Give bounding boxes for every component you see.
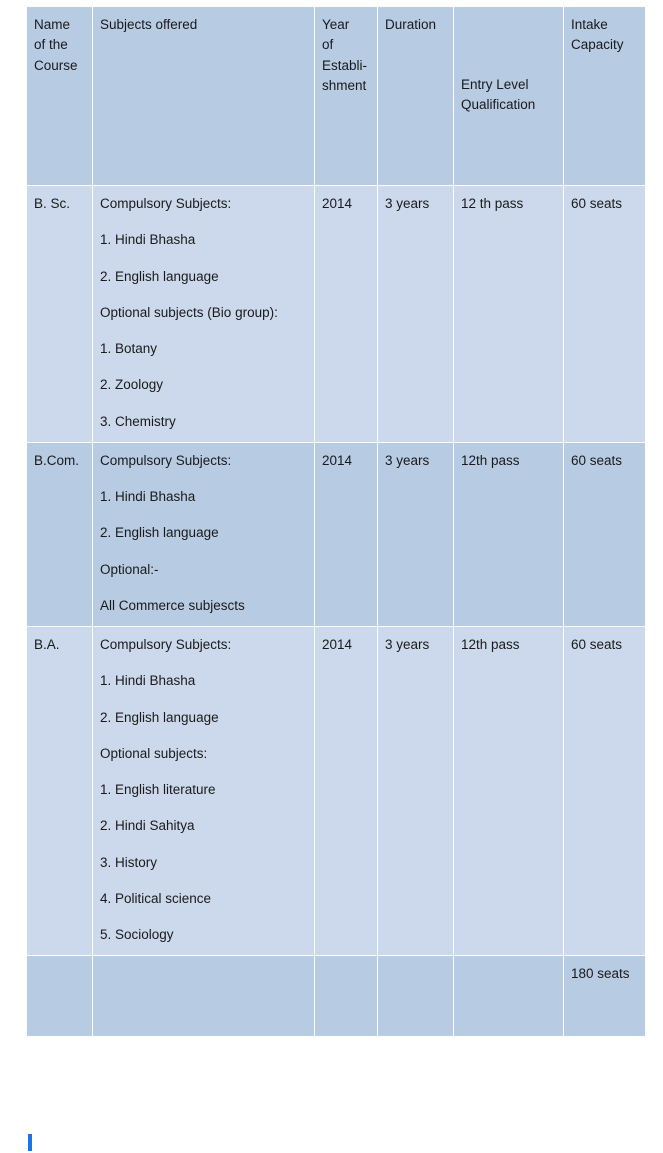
cell-intake-capacity: 60 seats xyxy=(564,442,646,626)
header-line: shment xyxy=(322,77,367,93)
cell-course-name: B.A. xyxy=(27,627,93,956)
header-line: Intake xyxy=(571,17,608,32)
subject-line: 1. Hindi Bhasha xyxy=(100,673,196,689)
cell-duration xyxy=(378,956,454,1037)
header-cell-year xyxy=(315,7,378,186)
header-line: Year xyxy=(322,17,350,32)
header-line: Subjects offered xyxy=(100,17,198,32)
subject-line: Compulsory Subjects: xyxy=(100,637,232,652)
cell-total-intake-capacity: 180 seats xyxy=(564,956,646,1037)
header-cell-duration xyxy=(378,7,454,186)
document-page xyxy=(0,6,663,1153)
courses-table xyxy=(26,6,646,1037)
subject-line: 1. Hindi Bhasha xyxy=(100,232,196,248)
table-row xyxy=(27,442,646,626)
subject-line: 1. Botany xyxy=(100,341,158,356)
subject-line: 2. English language xyxy=(100,709,219,725)
header-cell-subjects xyxy=(93,7,315,186)
cell-entry-qualification: 12th pass xyxy=(454,627,564,956)
cell-year: 2014 xyxy=(315,627,378,956)
header-cell-intake-capacity xyxy=(564,7,646,186)
subject-line: 1. English literature xyxy=(100,782,216,797)
subject-line: Optional subjects (Bio group): xyxy=(100,304,278,320)
table-row xyxy=(27,627,646,956)
table-row-total xyxy=(27,956,646,1037)
subject-line: 2. English language xyxy=(100,525,219,541)
subject-line: Compulsory Subjects: xyxy=(100,196,232,211)
cell-entry-qualification: 12 th pass xyxy=(454,186,564,443)
header-line: Course xyxy=(34,57,78,73)
cell-duration: 3 years xyxy=(378,442,454,626)
cell-year: 2014 xyxy=(315,442,378,626)
cell-course-name xyxy=(27,956,93,1037)
header-line: Capacity xyxy=(571,37,624,53)
header-line: Qualification xyxy=(461,97,536,112)
cell-duration: 3 years xyxy=(378,627,454,956)
header-cell-course-name xyxy=(27,7,93,186)
header-line: Duration xyxy=(385,17,437,32)
subject-line: 5. Sociology xyxy=(100,927,174,942)
cell-entry-qualification xyxy=(454,956,564,1037)
cell-course-name: B. Sc. xyxy=(27,186,93,443)
header-line: Establi- xyxy=(322,57,368,73)
header-row xyxy=(27,7,646,186)
cell-subjects xyxy=(93,627,315,956)
cell-intake-capacity: 60 seats xyxy=(564,186,646,443)
subject-line: All Commerce subjescts xyxy=(100,597,245,613)
subject-line: 2. English language xyxy=(100,268,219,284)
subject-line: 1. Hindi Bhasha xyxy=(100,489,196,504)
cell-subjects xyxy=(93,186,315,443)
subject-line: 2. Zoology xyxy=(100,377,164,393)
subject-line: 3. Chemistry xyxy=(100,413,176,429)
cell-subjects xyxy=(93,442,315,626)
subject-line: Compulsory Subjects: xyxy=(100,452,232,468)
header-line: Entry Level xyxy=(461,76,529,92)
header-cell-entry-qualification xyxy=(454,7,564,186)
subject-line: 4. Political science xyxy=(100,890,212,906)
header-line: Name xyxy=(34,17,71,32)
cell-intake-capacity: 60 seats xyxy=(564,627,646,956)
cell-year: 2014 xyxy=(315,186,378,443)
subject-line: Optional subjects: xyxy=(100,745,208,761)
cell-duration: 3 years xyxy=(378,186,454,443)
cell-entry-qualification: 12th pass xyxy=(454,442,564,626)
subject-line: 2. Hindi Sahitya xyxy=(100,818,195,834)
subject-line: Optional:- xyxy=(100,561,159,577)
cell-course-name: B.Com. xyxy=(27,442,93,626)
table-body xyxy=(27,186,646,1037)
text-cursor xyxy=(28,1134,32,1151)
header-line: of xyxy=(322,37,334,53)
table-row xyxy=(27,186,646,443)
header-line: of the xyxy=(34,37,68,53)
table-header xyxy=(27,7,646,186)
cell-year xyxy=(315,956,378,1037)
subject-line: 3. History xyxy=(100,854,158,870)
cell-subjects xyxy=(93,956,315,1037)
